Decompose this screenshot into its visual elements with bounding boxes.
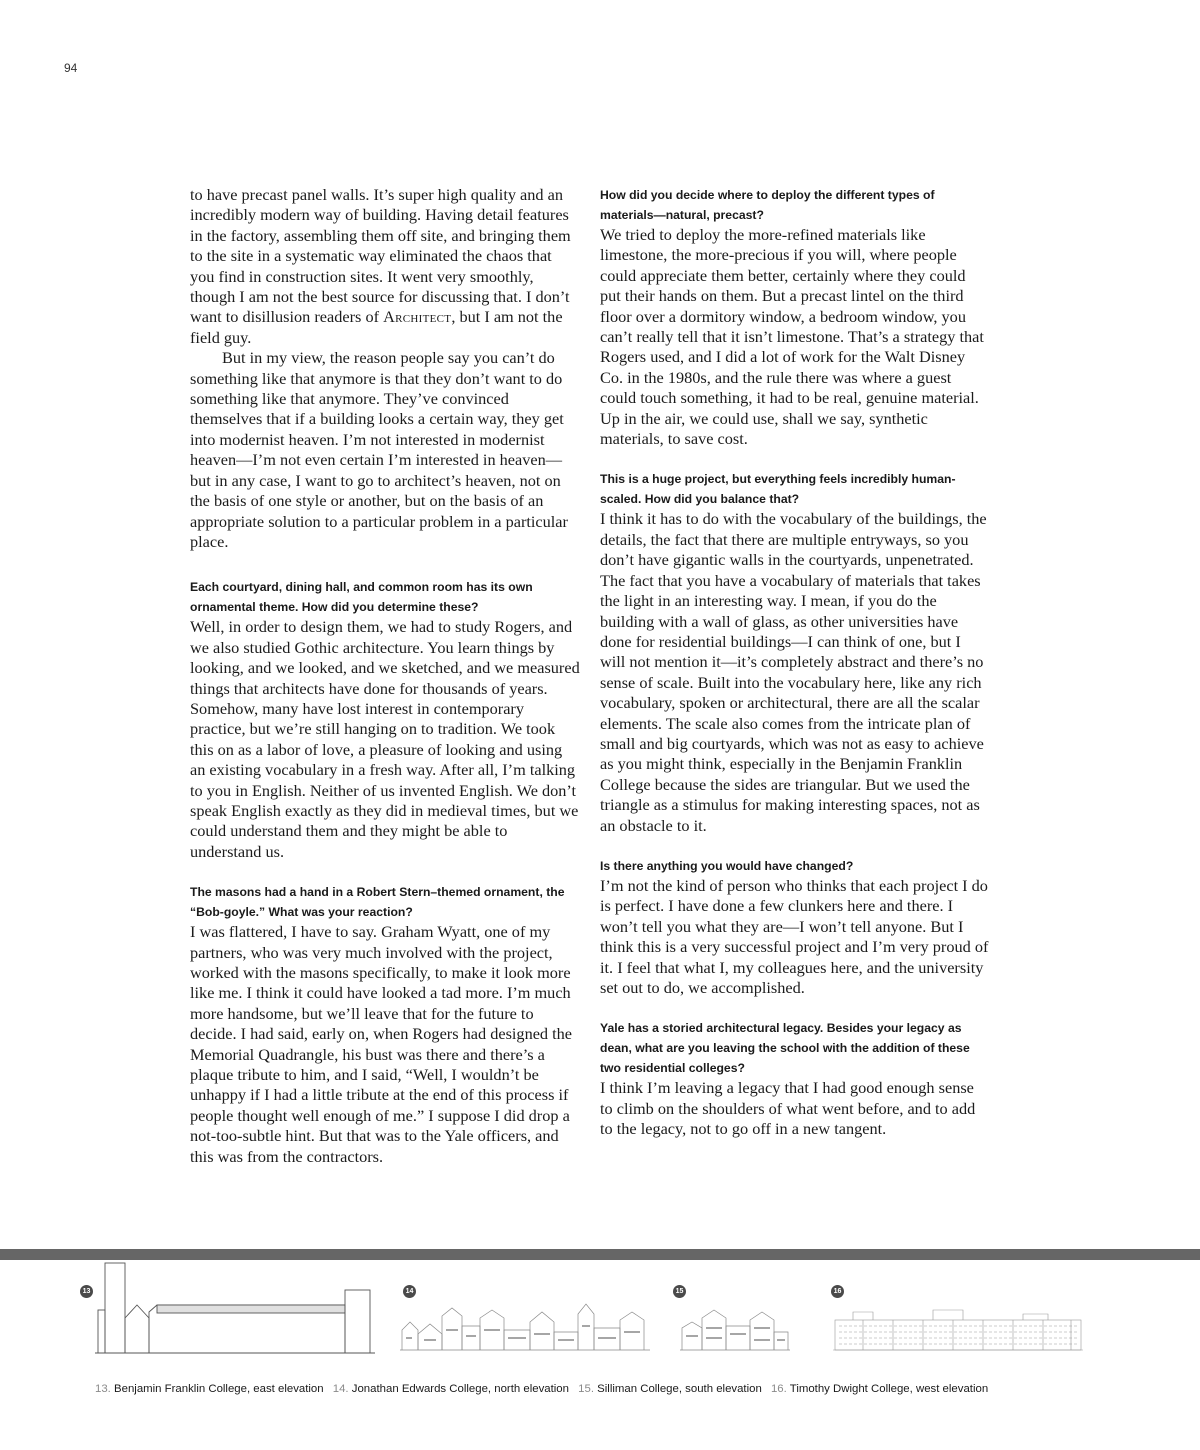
page-number: 94 — [64, 61, 78, 75]
figure-caption — [578, 1383, 762, 1395]
caption-number: 14. — [332, 1383, 349, 1395]
caption-text: Timothy Dwight College, west elevation — [789, 1383, 989, 1395]
interview-question: Is there anything you would have changed? — [600, 858, 854, 873]
elevation-drawing-jonathan-edwards — [400, 1300, 650, 1356]
caption-number: 15. — [578, 1383, 594, 1395]
caption-text: Silliman College, south elevation — [597, 1383, 762, 1395]
figure-number-badge: 15 — [673, 1285, 686, 1298]
interview-question: Yale has a storied architectural legacy. Besides your legacy as dean, what are you leaving the school with the addition of these two residential colleges? — [600, 1021, 970, 1076]
elevation-drawing-benjamin-franklin — [95, 1260, 375, 1356]
magazine-name: Architect — [383, 307, 452, 327]
interview-answer: I’m not the kind of person who thinks that each project I do is perfect. I have done a few clunkers here and there. I won’t tell you what they are—I won’t tell anyone. But I think this is a very successful project and I’m very proud of it. I feel that what I, my colleagues here, and the university set out to do, we accomplished. — [600, 875, 989, 997]
caption-text: Jonathan Edwards College, north elevation — [351, 1383, 569, 1395]
figure-caption — [771, 1383, 988, 1395]
figure-number-badge: 14 — [403, 1285, 416, 1298]
figure-number-badge: 16 — [831, 1285, 844, 1298]
figure-caption — [333, 1383, 569, 1395]
caption-text: Benjamin Franklin College, east elevation — [114, 1383, 324, 1395]
interview-question: How did you decide where to deploy the different types of materials—natural, precast? — [600, 188, 935, 222]
interview-question: This is a huge project, but everything feels incredibly human-scaled. How did you balance that? — [600, 472, 956, 507]
section-divider — [0, 1249, 1200, 1260]
interview-question: Each courtyard, dining hall, and common room has its own ornamental theme. How did you determine these? — [190, 580, 533, 615]
paragraph-text: to have precast panel walls. It’s super high quality and an incredibly modern way of building. Having detail features in the factory, assembling them off site, and bringing them to the site in a systematic way eliminated the chaos that you find in construction sites. It went very smoothly, though I am not the best source for discussing that. I don’t want to disillusion readers of — [190, 185, 571, 327]
paragraph: But in my view, the reason people say you can’t do something like that anymore is that they don’t want to do something like that anymore. They’ve convinced themselves that if a building looks a certain way, they get into modernist heaven. I’m not interested in modernist heaven—I’m not even certain I’m interested in heaven—but in any case, I want to go to architect’s heaven, not on the basis of one style or another, but on the basis of an appropriate solution to a particular problem in a particular place. — [190, 348, 568, 551]
paragraph — [190, 185, 580, 348]
right-column — [600, 185, 990, 1140]
interview-answer: Well, in order to design them, we had to study Rogers, and we also studied Gothic architecture. You learn things by looking, and we looked, and we sketched, and we measured things that architects have done for thousands of years. Somehow, many have lost interest in contemporary practice, but we’re still hanging on to tradition. We took this on as a labor of love, a pleasure of looking and using an existing vocabulary in a fresh way. After all, I’m talking to you in English. Neither of us invented English. We don’t speak English exactly as they did in medieval times, but we could understand them and they might be able to understand us. — [190, 617, 580, 861]
elevation-drawing-timothy-dwight — [833, 1308, 1083, 1356]
elevation-drawing-silliman — [680, 1308, 790, 1356]
elevation-figure-strip — [0, 1260, 1200, 1370]
caption-number: 13. — [95, 1383, 111, 1395]
figure-caption — [95, 1383, 324, 1395]
interview-answer: I think I’m leaving a legacy that I had good enough sense to climb on the shoulders of what went before, and to add to the legacy, not to go off in a new tangent. — [600, 1078, 976, 1139]
interview-answer: I think it has to do with the vocabulary of the buildings, the details, the fact that there are multiple entryways, so you don’t have gigantic walls in the courtyards, unpenetrated. The fact that you have a vocabulary of materials that takes the light in an interesting way. I mean, if you do the building with a wall of glass, as other universities have done for residential buildings—I can think of one, but I will not mention it—it’s completely abstract and there’s no sense of scale. Built into the vocabulary here, like any rich vocabulary, spoken or architectural, there are all the scalar elements. The scale also comes from the intricate plan of small and big courtyards, which was not as easy to achieve as you might think, especially in the Benjamin Franklin College because the sides are triangular. But we used the triangle as a stimulus for making interesting spaces, not as an obstacle to it. — [600, 509, 987, 835]
figure-number-badge: 13 — [80, 1285, 93, 1298]
interview-question: The masons had a hand in a Robert Stern–themed ornament, the “Bob-goyle.” What was your reaction? — [190, 885, 565, 920]
caption-number: 16. — [770, 1383, 787, 1395]
figure-captions — [95, 1383, 994, 1395]
left-column — [190, 185, 580, 1167]
paragraph-text: , but I am not the field guy. — [190, 307, 563, 347]
interview-answer: I was flattered, I have to say. Graham Wyatt, one of my partners, who was very much involved with the project, worked with the masons specifically, to make it look more like me. I think it could have looked a tad more. I’m much more handsome, but we’ll leave that for the future to decide. I had said, early on, when Rogers had designed the Memorial Quadrangle, his bust was there and there’s a plaque tribute to him, and I said, “Well, I wouldn’t be unhappy if I had a little tribute at the end of this process if people thought well enough of me.” I suppose I did drop a not-too-subtle hint. But that was to the Yale officers, and this was from the contractors. — [190, 922, 573, 1166]
interview-answer: We tried to deploy the more-refined materials like limestone, the more-precious if you will, where people could appreciate them better, certainly where they could put their hands on them. But a precast lintel on the third floor over a dormitory window, a bedroom window, you can’t really tell that it isn’t limestone. That’s a strategy that Rogers used, and I did a lot of work for the Walt Disney Co. in the 1980s, and the rule there was where a guest could touch something, it had to be real, genuine material. Up in the air, we could use, shall we say, synthetic materials, to save cost. — [600, 225, 984, 449]
